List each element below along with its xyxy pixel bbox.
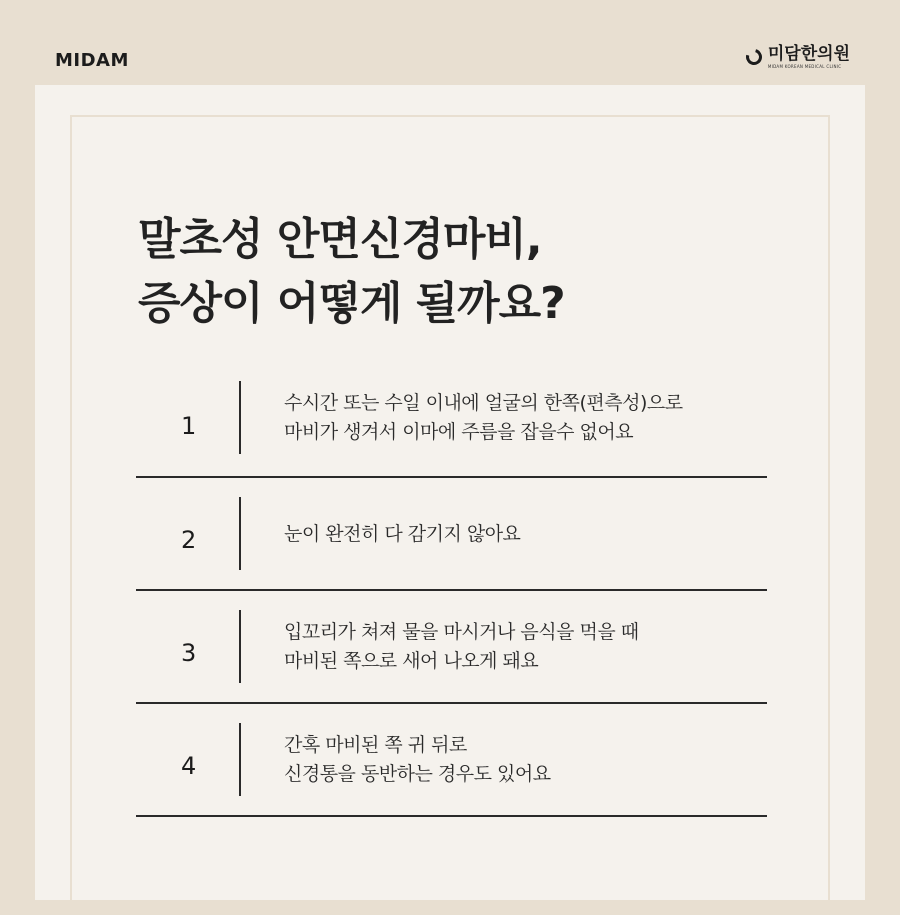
item-text-line: 입꼬리가 쳐져 물을 마시거나 음식을 먹을 때 — [284, 621, 639, 643]
item-text-line: 간혹 마비된 쪽 귀 뒤로 — [284, 734, 467, 756]
symptom-list — [136, 375, 767, 817]
clinic-logo — [746, 44, 850, 70]
brand-wordmark: MIDAM — [55, 50, 129, 71]
item-text — [284, 604, 639, 690]
item-number: 2 — [181, 526, 197, 554]
item-text-line: 마비된 쪽으로 새어 나오게 돼요 — [284, 650, 539, 672]
item-number: 3 — [181, 639, 197, 667]
item-text-line: 마비가 생겨서 이마에 주름을 잡을수 없어요 — [284, 421, 634, 443]
logo-name: 미담한의원 — [767, 44, 850, 64]
item-text — [284, 375, 683, 461]
item-divider — [239, 381, 241, 454]
page-title — [138, 208, 778, 336]
list-item — [136, 604, 767, 704]
item-text — [284, 717, 551, 803]
item-divider — [239, 723, 241, 796]
item-divider — [239, 610, 241, 683]
list-item — [136, 717, 767, 817]
title-line-2: 증상이 어떻게 될까요? — [138, 278, 565, 329]
item-text-line: 수시간 또는 수일 이내에 얼굴의 한쪽(편측성)으로 — [284, 392, 683, 414]
item-number: 4 — [181, 752, 197, 780]
item-text-line: 신경통을 동반하는 경우도 있어요 — [284, 763, 551, 785]
item-text — [284, 491, 520, 577]
item-divider — [239, 497, 241, 570]
title-line-1: 말초성 안면신경마비, — [138, 214, 542, 265]
item-text-line: 눈이 완전히 다 감기지 않아요 — [284, 522, 521, 545]
list-item — [136, 375, 767, 478]
logo-subtitle: MIDAM KOREAN MEDICAL CLINIC — [767, 64, 842, 69]
logo-ring-icon — [743, 46, 765, 68]
item-number: 1 — [181, 411, 197, 440]
list-item — [136, 491, 767, 591]
